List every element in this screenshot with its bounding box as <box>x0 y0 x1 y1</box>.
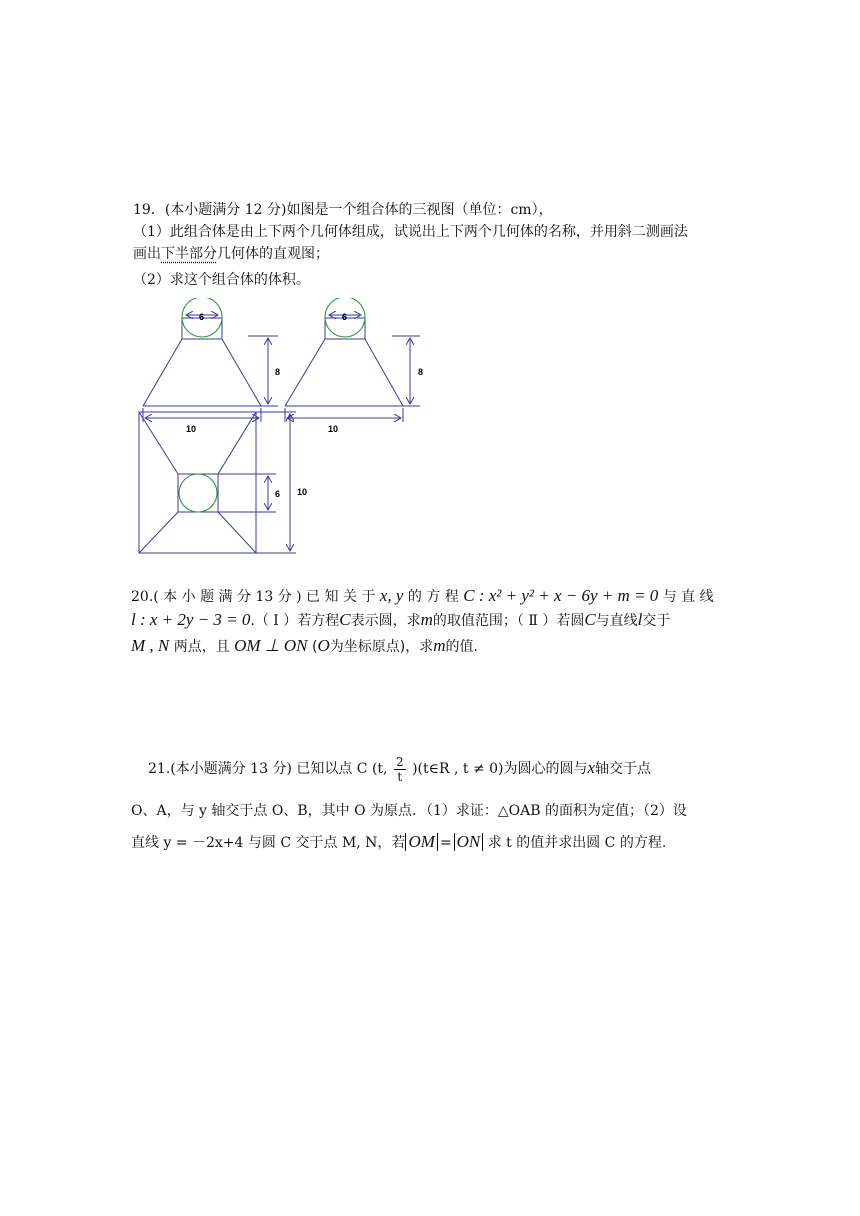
q20-line1-c: 与 直 线 <box>662 589 714 605</box>
q21-line3-a: 直线 y = －2x+4 与圆 C 交于点 M, N，若 <box>131 835 406 851</box>
q21-fraction <box>394 755 406 784</box>
q20-O: O <box>317 636 330 655</box>
q20-line-equation: l : x + 2y − 3 = 0 <box>131 610 251 629</box>
q19-part1-line2-emphasis: 下半部分 <box>161 246 217 262</box>
q20-m: m <box>420 610 433 629</box>
q20-line3-a: 两点，且 <box>173 639 230 655</box>
q21-abs-OM: OM <box>405 833 437 851</box>
q20-line2-d: 与直线 <box>595 613 638 629</box>
top-inner-label: 6 <box>275 489 281 499</box>
q20-line3-b: ( <box>311 639 318 655</box>
q21-equals: = <box>439 835 452 851</box>
side-top-width-label: 6 <box>342 312 348 322</box>
front-bottom-width-label: 10 <box>186 424 197 434</box>
side-bottom-width-label: 10 <box>328 424 339 434</box>
side-view <box>285 315 420 422</box>
q19-part1-line1: （1）此组合体是由上下两个几何体组成，试说出上下两个几何体的名称，并用斜二测画法 <box>133 224 688 240</box>
q20-line2-e: 交于 <box>642 613 671 629</box>
top-view <box>139 412 296 553</box>
q19-part1-line2-c: 几何体的直观图； <box>217 246 329 262</box>
q19-part2: （2）求这个组合体的体积。 <box>133 272 310 288</box>
side-height-label: 8 <box>418 367 424 377</box>
q21-line3-b: 求 t 的值并求出圆 C 的方程. <box>487 835 667 851</box>
q19-part1-line2 <box>133 244 329 264</box>
q20-C: C <box>339 610 351 629</box>
q20-line1-a: 20.( 本 小 题 满 分 13 分 ) 已 知 关 于 <box>131 589 376 605</box>
q20-line3 <box>131 636 478 657</box>
q20-line1 <box>131 586 714 607</box>
front-top-width-label: 6 <box>199 312 205 322</box>
q21-frac-num: 2 <box>395 754 404 769</box>
q20-l: l <box>637 610 643 629</box>
q20-line2-b: 表示圆，求 <box>350 613 421 629</box>
q20-line1-b: 的 方 程 <box>407 589 459 605</box>
q20-MN: M , N <box>131 636 170 655</box>
q21-x: x <box>587 758 596 777</box>
q20-circle-equation: C : x² + y² + x − 6y + m = 0 <box>463 586 659 605</box>
q21-line1-a: 21.(本小题满分 13 分) 已知以点 C (t, <box>148 761 388 777</box>
q20-line2 <box>131 610 670 631</box>
q20-vars: x, y <box>379 586 404 605</box>
q20-line2-c: 的取值范围；（ Ⅱ ）若圆 <box>432 613 585 629</box>
top-outer-label: 10 <box>297 487 308 497</box>
front-height-label: 8 <box>275 367 281 377</box>
q20-perp: OM ⊥ ON <box>234 636 308 655</box>
q21-line1-c: 轴交于点 <box>595 761 652 777</box>
q21-line1-b: )(t∈R , t ≠ 0)为圆心的圆与 <box>412 761 588 777</box>
q21-line1 <box>148 750 651 787</box>
front-view <box>143 315 281 422</box>
three-view-figure <box>130 298 460 560</box>
q20-line3-d: 的值. <box>445 639 478 655</box>
q20-line3-c: 为坐标原点)，求 <box>329 639 434 655</box>
q21-frac-den: t <box>397 769 403 784</box>
q21-line3 <box>131 833 666 853</box>
q19-header: 19．(本小题满分 12 分)如图是一个组合体的三视图（单位：cm）， <box>133 202 553 218</box>
q21-line2: O、A，与 y 轴交于点 O、B，其中 O 为原点．（1）求证：△OAB 的面积为定值；（2）设 <box>131 803 687 819</box>
q20-m2: m <box>433 636 446 655</box>
q19-part1-line2-a: 画出 <box>133 246 161 262</box>
q21-abs-ON: ON <box>454 833 484 851</box>
q20-C2: C <box>584 610 596 629</box>
q20-line2-a: .（ Ⅰ ）若方程 <box>250 613 340 629</box>
top-view-sphere <box>179 474 217 512</box>
